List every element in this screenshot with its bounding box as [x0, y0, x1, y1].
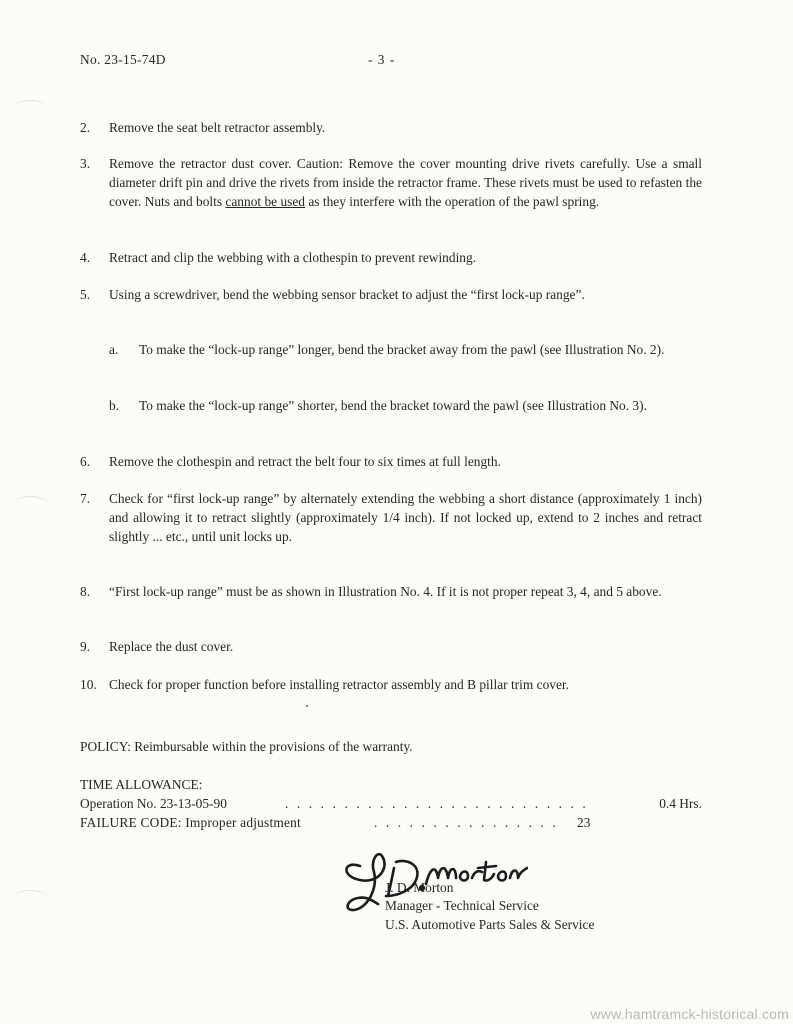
signatory-name: J. D. Morton — [385, 880, 454, 895]
sub-item-text: To make the “lock-up range” shorter, bend the bracket toward the pawl (see Illustration No. 3). — [139, 398, 647, 413]
policy-statement: POLICY: Reimbursable within the provisions of the warranty. — [80, 739, 413, 754]
failure-code-row — [80, 815, 702, 834]
list-item — [80, 119, 702, 138]
signatory-title: Manager - Technical Service — [385, 898, 539, 913]
operation-row — [80, 796, 702, 815]
item-text-part: Remove the retractor dust cover. Caution: Remove the cover mounting drive rivets carefully. Use a small diameter drift pin and drive the rivets from inside the retractor frame. These rivets must be used to refasten the cover. Nuts and bolts — [109, 156, 702, 209]
item-text: “First lock-up range” must be as shown in Illustration No. 4. If it is not proper repeat 3, 4, and 5 above. — [109, 584, 662, 599]
operation-label: Operation No. 23-13-05-90 — [80, 796, 227, 811]
failure-code-label: FAILURE CODE: Improper adjustment — [80, 815, 301, 830]
item-text: Replace the dust cover. — [109, 639, 234, 654]
punch-hole-mark — [14, 496, 48, 511]
item-text: Using a screwdriver, bend the webbing sensor bracket to adjust the “first lock-up range”. — [109, 287, 585, 302]
item-number: 6. — [80, 454, 91, 469]
item-text: Check for proper function before installing retractor assembly and B pillar trim cover. — [109, 677, 569, 692]
item-number: 8. — [80, 584, 91, 599]
list-item — [80, 490, 702, 546]
item-number: 10. — [80, 677, 97, 692]
time-allowance-title: TIME ALLOWANCE: — [80, 777, 203, 792]
list-item — [80, 286, 702, 305]
item-number: 7. — [80, 491, 91, 506]
sub-list-item — [109, 341, 702, 360]
item-number: 9. — [80, 639, 91, 654]
list-item — [80, 249, 702, 268]
list-item — [80, 155, 702, 211]
list-item — [80, 453, 702, 472]
sub-item-text: To make the “lock-up range” longer, bend the bracket away from the pawl (see Illustration No. 2). — [139, 342, 665, 357]
item-number: 4. — [80, 250, 91, 265]
item-number: 5. — [80, 287, 91, 302]
document-number: No. 23-15-74D — [80, 52, 166, 67]
punch-hole-mark — [14, 890, 48, 905]
watermark-url: www.hamtramck-historical.com — [590, 1006, 789, 1022]
item-text — [109, 155, 702, 211]
item-text: Remove the seat belt retractor assembly. — [109, 120, 326, 135]
sub-list-item — [109, 397, 702, 416]
item-text-part: as they interfere with the operation of the pawl spring. — [305, 193, 600, 209]
item-text: Remove the clothespin and retract the belt four to six times at full length. — [109, 454, 501, 469]
item-text: Retract and clip the webbing with a clothespin to prevent rewinding. — [109, 250, 477, 265]
operation-leader-dots: . . . . . . . . . . . . . . . . . . . . . . . . . . — [285, 796, 589, 811]
page-number: - 3 - — [368, 52, 396, 67]
failure-code-value: 23 — [577, 815, 591, 830]
sub-item-letter: b. — [109, 398, 120, 413]
operation-value: 0.4 Hrs. — [659, 796, 702, 811]
item-number: 3. — [80, 156, 91, 171]
ink-speck — [306, 705, 308, 707]
list-item — [80, 638, 702, 657]
item-number: 2. — [80, 120, 91, 135]
list-item — [80, 583, 702, 602]
item-text: Check for “first lock-up range” by alternately extending the webbing a short distance (approximately 1 inch) and allowing it to retract slightly (approximately 1/4 inch). If not locked up, extend to 2 inches and retract slightly ... etc., until unit locks up. — [109, 491, 702, 544]
failure-code-leader-dots: . . . . . . . . . . . . . . . . — [374, 815, 559, 830]
list-item — [80, 676, 702, 695]
punch-hole-mark — [14, 100, 48, 115]
underlined-text: cannot be used — [225, 193, 305, 209]
sub-item-letter: a. — [109, 342, 119, 357]
signatory-department: U.S. Automotive Parts Sales & Service — [385, 917, 595, 932]
